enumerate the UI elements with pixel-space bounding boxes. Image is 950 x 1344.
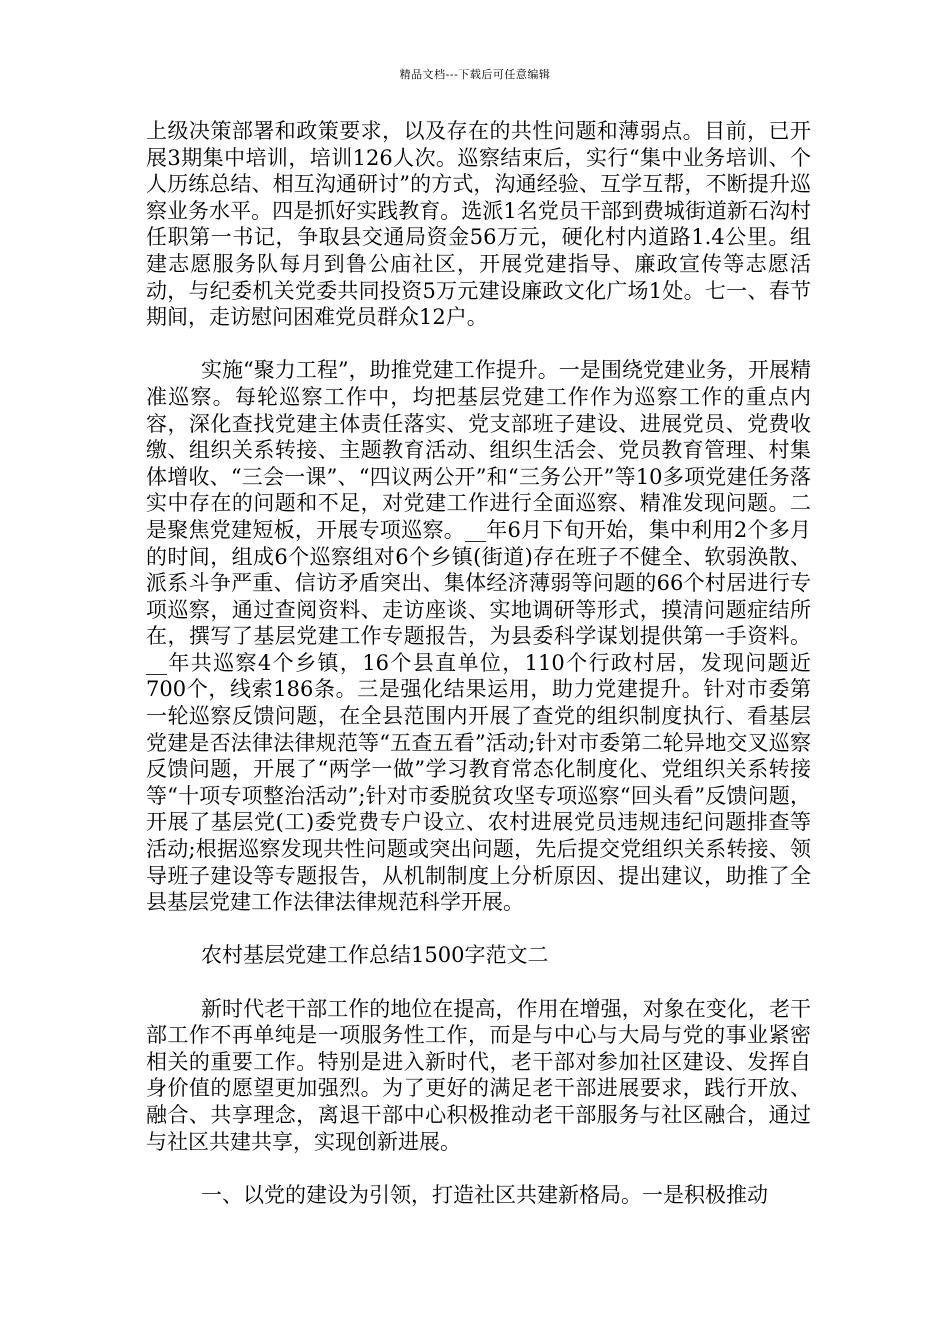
document-body [146,118,811,1235]
paragraph-juli-project: 实施“聚力工程”，助推党建工作提升。一是围绕党建业务，开展精准巡察。每轮巡察工作中，均把基层党建工作作为巡察工作的重点内容，深化查找党建主体责任落实、党支部班子建设、进展党员、党费收缴、组织关系转接、主题教育活动、组织生活会、党员教育管理、村集体增收、“三会一课”、“四议两公开”和“三务公开”等10多项党建任务落实中存在的问题和不足，对党建工作进行全面巡察、精准发现问题。二是聚焦党建短板，开展专项巡察。__年6月下旬开始，集中利用2个多月的时间，组成6个巡察组对6个乡镇(街道)存在班子不健全、软弱涣散、派系斗争严重、信访矛盾突出、集体经济薄弱等问题的66个村居进行专项巡察，通过查阅资料、走访座谈、实地调研等形式，摸清问题症结所在，撰写了基层党建工作专题报告，为县委科学谋划提供第一手资料。__年共巡察4个乡镇，16个县直单位，110个行政村居，发现问题近700个，线索186条。三是强化结果运用，助力党建提升。针对市委第一轮巡察反馈问题，在全县范围内开展了查党的组织制度执行、看基层党建是否法律法律规范等“五查五看”活动;针对市委第二轮异地交叉巡察反馈问题，开展了“两学一做”学习教育常态化制度化、党组织关系转接等“十项专项整治活动”;针对市委脱贫攻坚专项巡察“回头看”反馈问题，开展了基层党(工)委党费专户设立、农村进展党员违规违纪问题排查等活动;根据巡察发现共性问题或突出问题，先后提交党组织关系转接、领导班子建设等专题报告，从机制制度上分析原因、提出建议，助推了全县基层党建工作法律法律规范科学开展。 [146,358,811,915]
paragraph-continuation: 上级决策部署和政策要求，以及存在的共性问题和薄弱点。目前，已开展3期集中培训，培训126人次。巡察结束后，实行“集中业务培训、个人历练总结、相互沟通研讨”的方式，沟通经验、互学互帮，不断提升巡察业务水平。四是抓好实践教育。选派1名党员干部到费城街道新石沟村任职第一书记，争取县交通局资金56万元，硬化村内道路1.4公里。组建志愿服务队每月到鲁公庙社区，开展党建指导、廉政宣传等志愿活动，与纪委机关党委共同投资5万元建设廉政文化广场1处。七一、春节期间，走访慰问困难党员群众12户。 [146,119,811,330]
paragraph-new-era: 新时代老干部工作的地位在提高，作用在增强，对象在变化，老干部工作不再单纯是一项服务性工作，而是与中心与大局与党的事业紧密相关的重要工作。特别是进入新时代，老干部对参加社区建设、发挥自身价值的愿望更加强烈。为了更好的满足老干部进展要求，践行开放、融合、共享理念，离退干部中心积极推动老干部服务与社区融合，通过与社区共建共享，实现创新进展。 [146,996,811,1154]
section-title: 农村基层党建工作总结1500字范文二 [201,943,549,968]
paragraph-party-building: 一、以党的建设为引领，打造社区共建新格局。一是积极推动 [201,1182,768,1207]
page-header: 精品文档---下载后可任意编辑 [399,68,551,81]
